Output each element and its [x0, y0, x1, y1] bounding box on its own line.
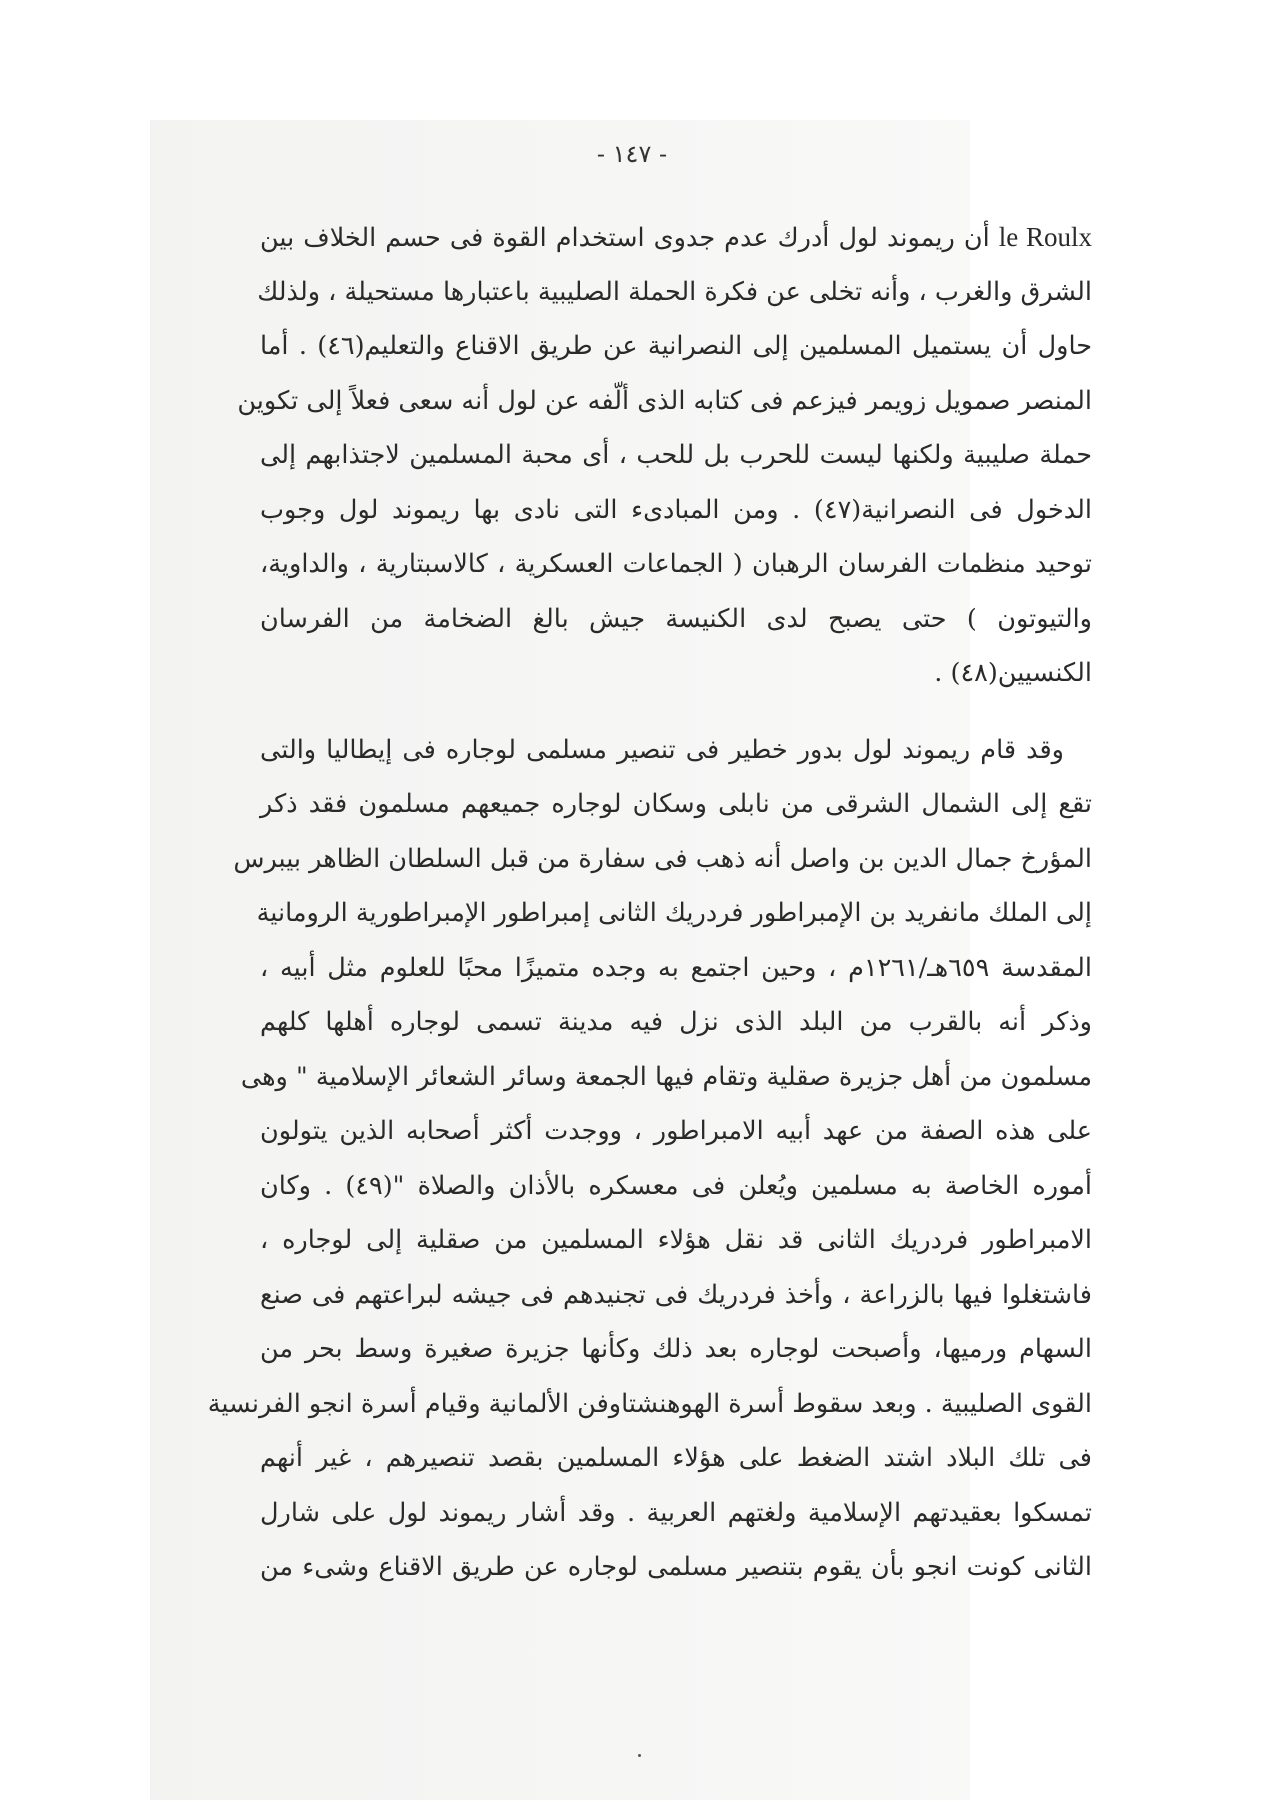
text-line: إلى الملك مانفريد بن الإمبراطور فردريك الثانى إمبراطور الإمبراطورية الرومانية	[256, 898, 1092, 928]
text-line: فى تلك البلاد اشتد الضغط على هؤلاء المسلمين بقصد تنصيرهم ، غير أنهم	[260, 1443, 1092, 1473]
text-line: المؤرخ جمال الدين بن واصل أنه ذهب فى سفارة من قبل السلطان الظاهر بيبرس	[233, 843, 1092, 874]
text-line: على هذه الصفة من عهد أبيه الامبراطور ، ووجدت أكثر أصحابه الذين يتولون	[260, 1116, 1092, 1146]
text-line: وذكر أنه بالقرب من البلد الذى نزل فيه مدينة تسمى لوجاره أهلها كلهم	[260, 1007, 1092, 1037]
text-line: توحيد منظمات الفرسان الرهبان ( الجماعات العسكرية ، كالاسبتارية ، والداوية،	[260, 549, 1092, 579]
body-text	[207, 210, 1092, 1595]
text-line: الشرق والغرب ، وأنه تخلى عن فكرة الحملة الصليبية باعتبارها مستحيلة ، ولذلك	[257, 276, 1092, 307]
text-line: تمسكوا بعقيدتهم الإسلامية ولغتهم العربية . وقد أشار ريموند لول على شارل	[260, 1497, 1092, 1528]
text-line: الثانى كونت انجو بأن يقوم بتنصير مسلمى لوجاره عن طريق الاقناع وشىء من	[260, 1552, 1092, 1582]
text-line: المقدسة ٦٥٩هـ/١٢٦١م ، وحين اجتمع به وجده متميزًا محبًا للعلوم مثل أبيه ،	[260, 952, 1092, 983]
text-line: مسلمون من أهل جزيرة صقلية وتقام فيها الجمعة وسائر الشعائر الإسلامية " وهى	[240, 1061, 1092, 1092]
text-line: حملة صليبية ولكنها ليست للحرب بل للحب ، أى محبة المسلمين لاجتذابهم إلى	[260, 440, 1092, 470]
paragraph-gap	[260, 701, 1092, 723]
text-line: أموره الخاصة به مسلمين ويُعلن فى معسكره بالأذان والصلاة "(٤٩) . وكان	[260, 1170, 1092, 1201]
text-line: الامبراطور فردريك الثانى قد نقل هؤلاء المسلمين من صقلية إلى لوجاره ،	[260, 1225, 1092, 1255]
text-line: المنصر صمويل زويمر فيزعم فى كتابه الذى ألّفه عن لول أنه سعى فعلاً إلى تكوين	[237, 385, 1092, 416]
paragraph-1	[237, 210, 1092, 701]
text-line: السهام ورميها، وأصبحت لوجاره بعد ذلك وكأنها جزيرة صغيرة وسط بحر من	[260, 1334, 1092, 1364]
text-line: الدخول فى النصرانية(٤٧) . ومن المبادىء التى نادى بها ريموند لول وجوب	[260, 494, 1092, 525]
text-line: تقع إلى الشمال الشرقى من نابلى وسكان لوجاره جميعهم مسلمون فقد ذكر	[260, 789, 1092, 819]
latin-name: le Roulx	[998, 222, 1092, 252]
text-line: الكنسيين(٤٨) .	[934, 658, 1092, 688]
text-line: le Roulx أن ريموند لول أدرك عدم جدوى استخدام القوة فى حسم الخلاف بين	[260, 222, 1092, 253]
text-line: حاول أن يستميل المسلمين إلى النصرانية عن طريق الاقناع والتعليم(٤٦) . أما	[260, 331, 1092, 361]
page-number: - ١٤٧ -	[596, 140, 668, 168]
text-line: القوى الصليبية . وبعد سقوط أسرة الهوهنشتاوفن الألمانية وقيام أسرة انجو الفرنسية	[207, 1388, 1092, 1419]
text-line: والتيوتون ) حتى يصبح لدى الكنيسة جيش بالغ الضخامة من الفرسان	[260, 603, 1092, 634]
scan-speck	[638, 1754, 641, 1757]
text-line: وقد قام ريموند لول بدور خطير فى تنصير مسلمى لوجاره فى إيطاليا والتى	[260, 734, 1064, 765]
text-line: فاشتغلوا فيها بالزراعة ، وأخذ فردريك فى تجنيدهم فى جيشه لبراعتهم فى صنع	[260, 1279, 1092, 1310]
paragraph-2	[207, 723, 1092, 1595]
